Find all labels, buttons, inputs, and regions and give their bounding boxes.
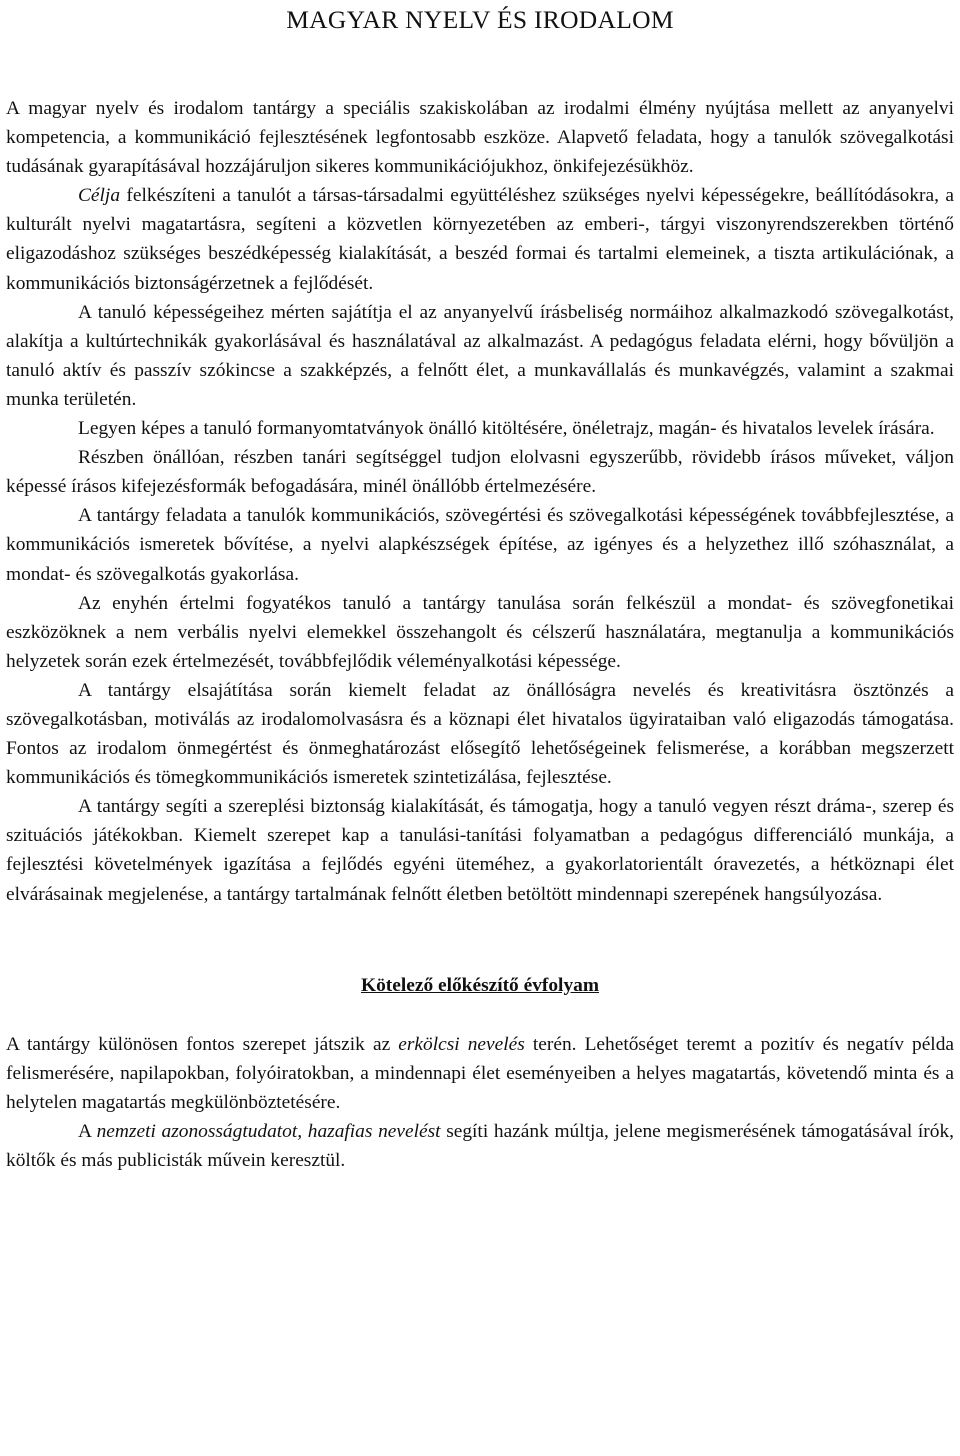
- section-heading: Kötelező előkészítő évfolyam: [361, 974, 599, 996]
- section-paragraph-1-b: terén. Lehetőséget teremt a pozitív és negatív példa felismerésére, napilapokban, folyóiratokban, a mindennapi élet eseményeiben a helyes magatartás, követendő minta és a helytelen magatartás megkülönböztetésére.: [6, 1033, 954, 1113]
- emphasis-nemzeti-azonossagtudat: nemzeti azonosságtudatot, hazafias nevelést: [96, 1120, 441, 1142]
- section-paragraph-1: [6, 1030, 954, 1117]
- section-paragraph-2: [6, 1117, 954, 1175]
- intro-paragraph-2-text: felkészíteni a tanulót a társas-társadalmi együttéléshez szükséges nyelvi képességekre, beállítódásokra, a kulturált nyelvi magatartásra, segíteni a közvetlen környezetében az emberi-, tárgyi viszonyrendszerekben történő eligazodáshoz szükséges beszédképesség kialakítását, a beszéd formai és tartalmi elemeinek, a tiszta artikulációnak, a kommunikációs biztonságérzetnek a fejlődését.: [6, 185, 954, 294]
- intro-paragraph-7: Az enyhén értelmi fogyatékos tanuló a tantárgy tanulása során felkészül a mondat- és szövegfonetikai eszközöknek a nem verbális nyelvi elemekkel összehangolt és célszerű használatára, megtanulja a kommunikációs helyzetek során ezek értelmezését, továbbfejlődik véleményalkotási képessége.: [6, 592, 954, 672]
- spacer: [6, 1000, 954, 1030]
- spacer: [6, 909, 954, 971]
- emphasis-erkolcsi-neveles: erkölcsi nevelés: [398, 1033, 525, 1055]
- intro-paragraph-1: A magyar nyelv és irodalom tantárgy a speciális szakiskolában az irodalmi élmény nyújtása mellett az anyanyelvi kompetencia, a kommunikáció fejlesztésének legfontosabb eszköze. Alapvető feladata, hogy a tanulók szövegalkotási tudásának gyarapításával hozzájáruljon sikeres kommunikációjukhoz, önkifejezésükhöz.: [6, 98, 954, 178]
- intro-paragraph-5: Részben önállóan, részben tanári segítséggel tudjon elolvasni egyszerűbb, rövidebb írásos műveket, váljon képessé írásos kifejezésformák befogadására, minél önállóbb értelmezésére.: [6, 447, 954, 498]
- intro-paragraph-2: [6, 181, 954, 297]
- intro-paragraph-3: A tanuló képességeihez mérten sajátítja el az anyanyelvű írásbeliség normáihoz alkalmazkodó szövegalkotást, alakítja a kultúrtechnikák gyakorlásával és használatával az alkalmazást. A pedagógus feladata elérni, hogy bővüljön a tanuló aktív és passzív szókincse a szakképzés, a felnőtt élet, a munkavállalás és munkavégzés, valamint a szakmai munka területén.: [6, 301, 954, 410]
- section-paragraph-2-b: segíti hazánk múltja, jelene megismerésének támogatásával írók, költők és más publicisták művein keresztül.: [6, 1120, 955, 1171]
- intro-paragraph-4: Legyen képes a tanuló formanyomtatványok önálló kitöltésére, önéletrajz, magán- és hivatalos levelek írására.: [78, 418, 935, 440]
- intro-paragraph-8: A tantárgy elsajátítása során kiemelt feladat az önállóságra nevelés és kreativitásra ösztönzés a szövegalkotásban, motiválás az irodalomolvasásra és a köznapi élet hivatalos ügyirataiban való eligazodás támogatása. Fontos az irodalom önmegértést és önmeghatározást elősegítő lehetőségeinek felismerése, a korábban megszerzett kommunikációs és tömegkommunikációs ismeretek szintetizálása, fejlesztése.: [6, 679, 954, 789]
- section-paragraph-1-a: A tantárgy különösen fontos szerepet játszik az: [6, 1033, 399, 1055]
- page-title: MAGYAR NYELV ÉS IRODALOM: [286, 5, 674, 34]
- intro-paragraph-9: A tantárgy segíti a szereplési biztonság kialakítását, és támogatja, hogy a tanuló vegyen részt dráma-, szerep és szituációs játékokban. Kiemelt szerepet kap a tanulási-tanítási folyamatban a pedagógus differenciáló munkája, a fejlesztési követelmények igazítása a fejlődés egyéni üteméhez, a gyakorlatorientált óravezetés, a hétköznapi élet elvárásainak megjelenése, a tantárgy tartalmának felnőtt életben betöltött mindennapi szerepének hangsúlyozása.: [6, 796, 954, 905]
- spacer: [6, 45, 954, 94]
- intro-paragraph-6: A tantárgy feladata a tanulók kommunikációs, szövegértési és szövegalkotási képességének továbbfejlesztése, a kommunikációs ismeretek bővítése, a nyelvi alapkészségek építése, az igényes és a helyzethez illő szóhasználat, a mondat- és szövegalkotás gyakorlása.: [6, 505, 954, 585]
- emphasis-celja: Célja: [78, 185, 121, 207]
- section-paragraph-2-a: A: [78, 1120, 97, 1142]
